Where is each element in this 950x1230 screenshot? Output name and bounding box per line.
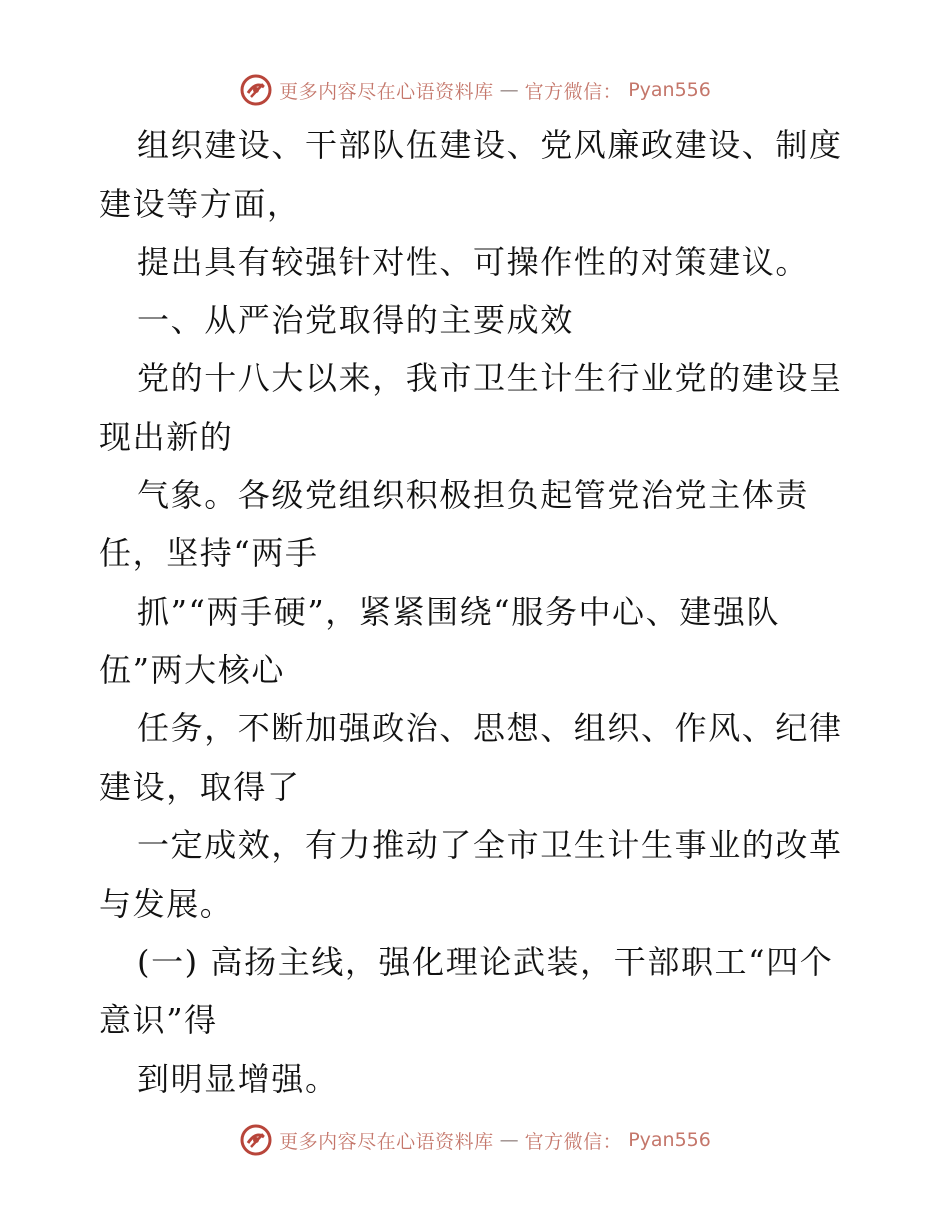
banner-text: 更多内容尽在心语资料库 [279,1130,494,1153]
body-line: 建设等方面， [99,185,301,223]
banner-separator: — [499,79,519,101]
body-line: 意识”得 [99,1001,218,1039]
subsection-heading: (一) 高扬主线，强化理论武装，干部职工“四个 [137,943,834,981]
body-line: 抓”“两手硬”，紧紧围绕“服务中心、建强队 [137,593,781,631]
section-heading: 一、从严治党取得的主要成效 [137,301,574,339]
banner-text: 更多内容尽在心语资料库 [279,80,494,103]
seal-logo-icon [239,1123,273,1157]
footer-banner [0,1120,950,1160]
body-line: 一定成效，有力推动了全市卫生计生事业的改革 [137,826,843,864]
body-line: 与发展。 [99,885,234,923]
body-line: 任务，不断加强政治、思想、组织、作风、纪律 [137,709,843,747]
banner-wechat-id: Pyan556 [628,79,711,101]
body-line: 现出新的 [99,418,234,456]
banner-wechat-id: Pyan556 [628,1129,711,1151]
banner-wechat-label: 官方微信： [524,1130,623,1153]
banner-wechat-label: 官方微信： [524,80,623,103]
body-line: 到明显增强。 [137,1060,339,1098]
body-line: 党的十八大以来，我市卫生计生行业党的建设呈 [137,359,843,397]
banner-separator: — [499,1129,519,1151]
body-line: 建设，取得了 [99,768,301,806]
body-line: 伍”两大核心 [99,651,285,689]
body-line: 组织建设、干部队伍建设、党风廉政建设、制度 [137,126,843,164]
body-line: 气象。各级党组织积极担负起管党治党主体责 [137,476,810,514]
body-line: 提出具有较强针对性、可操作性的对策建议。 [137,243,810,281]
body-line: 任，坚持“两手 [99,534,319,572]
